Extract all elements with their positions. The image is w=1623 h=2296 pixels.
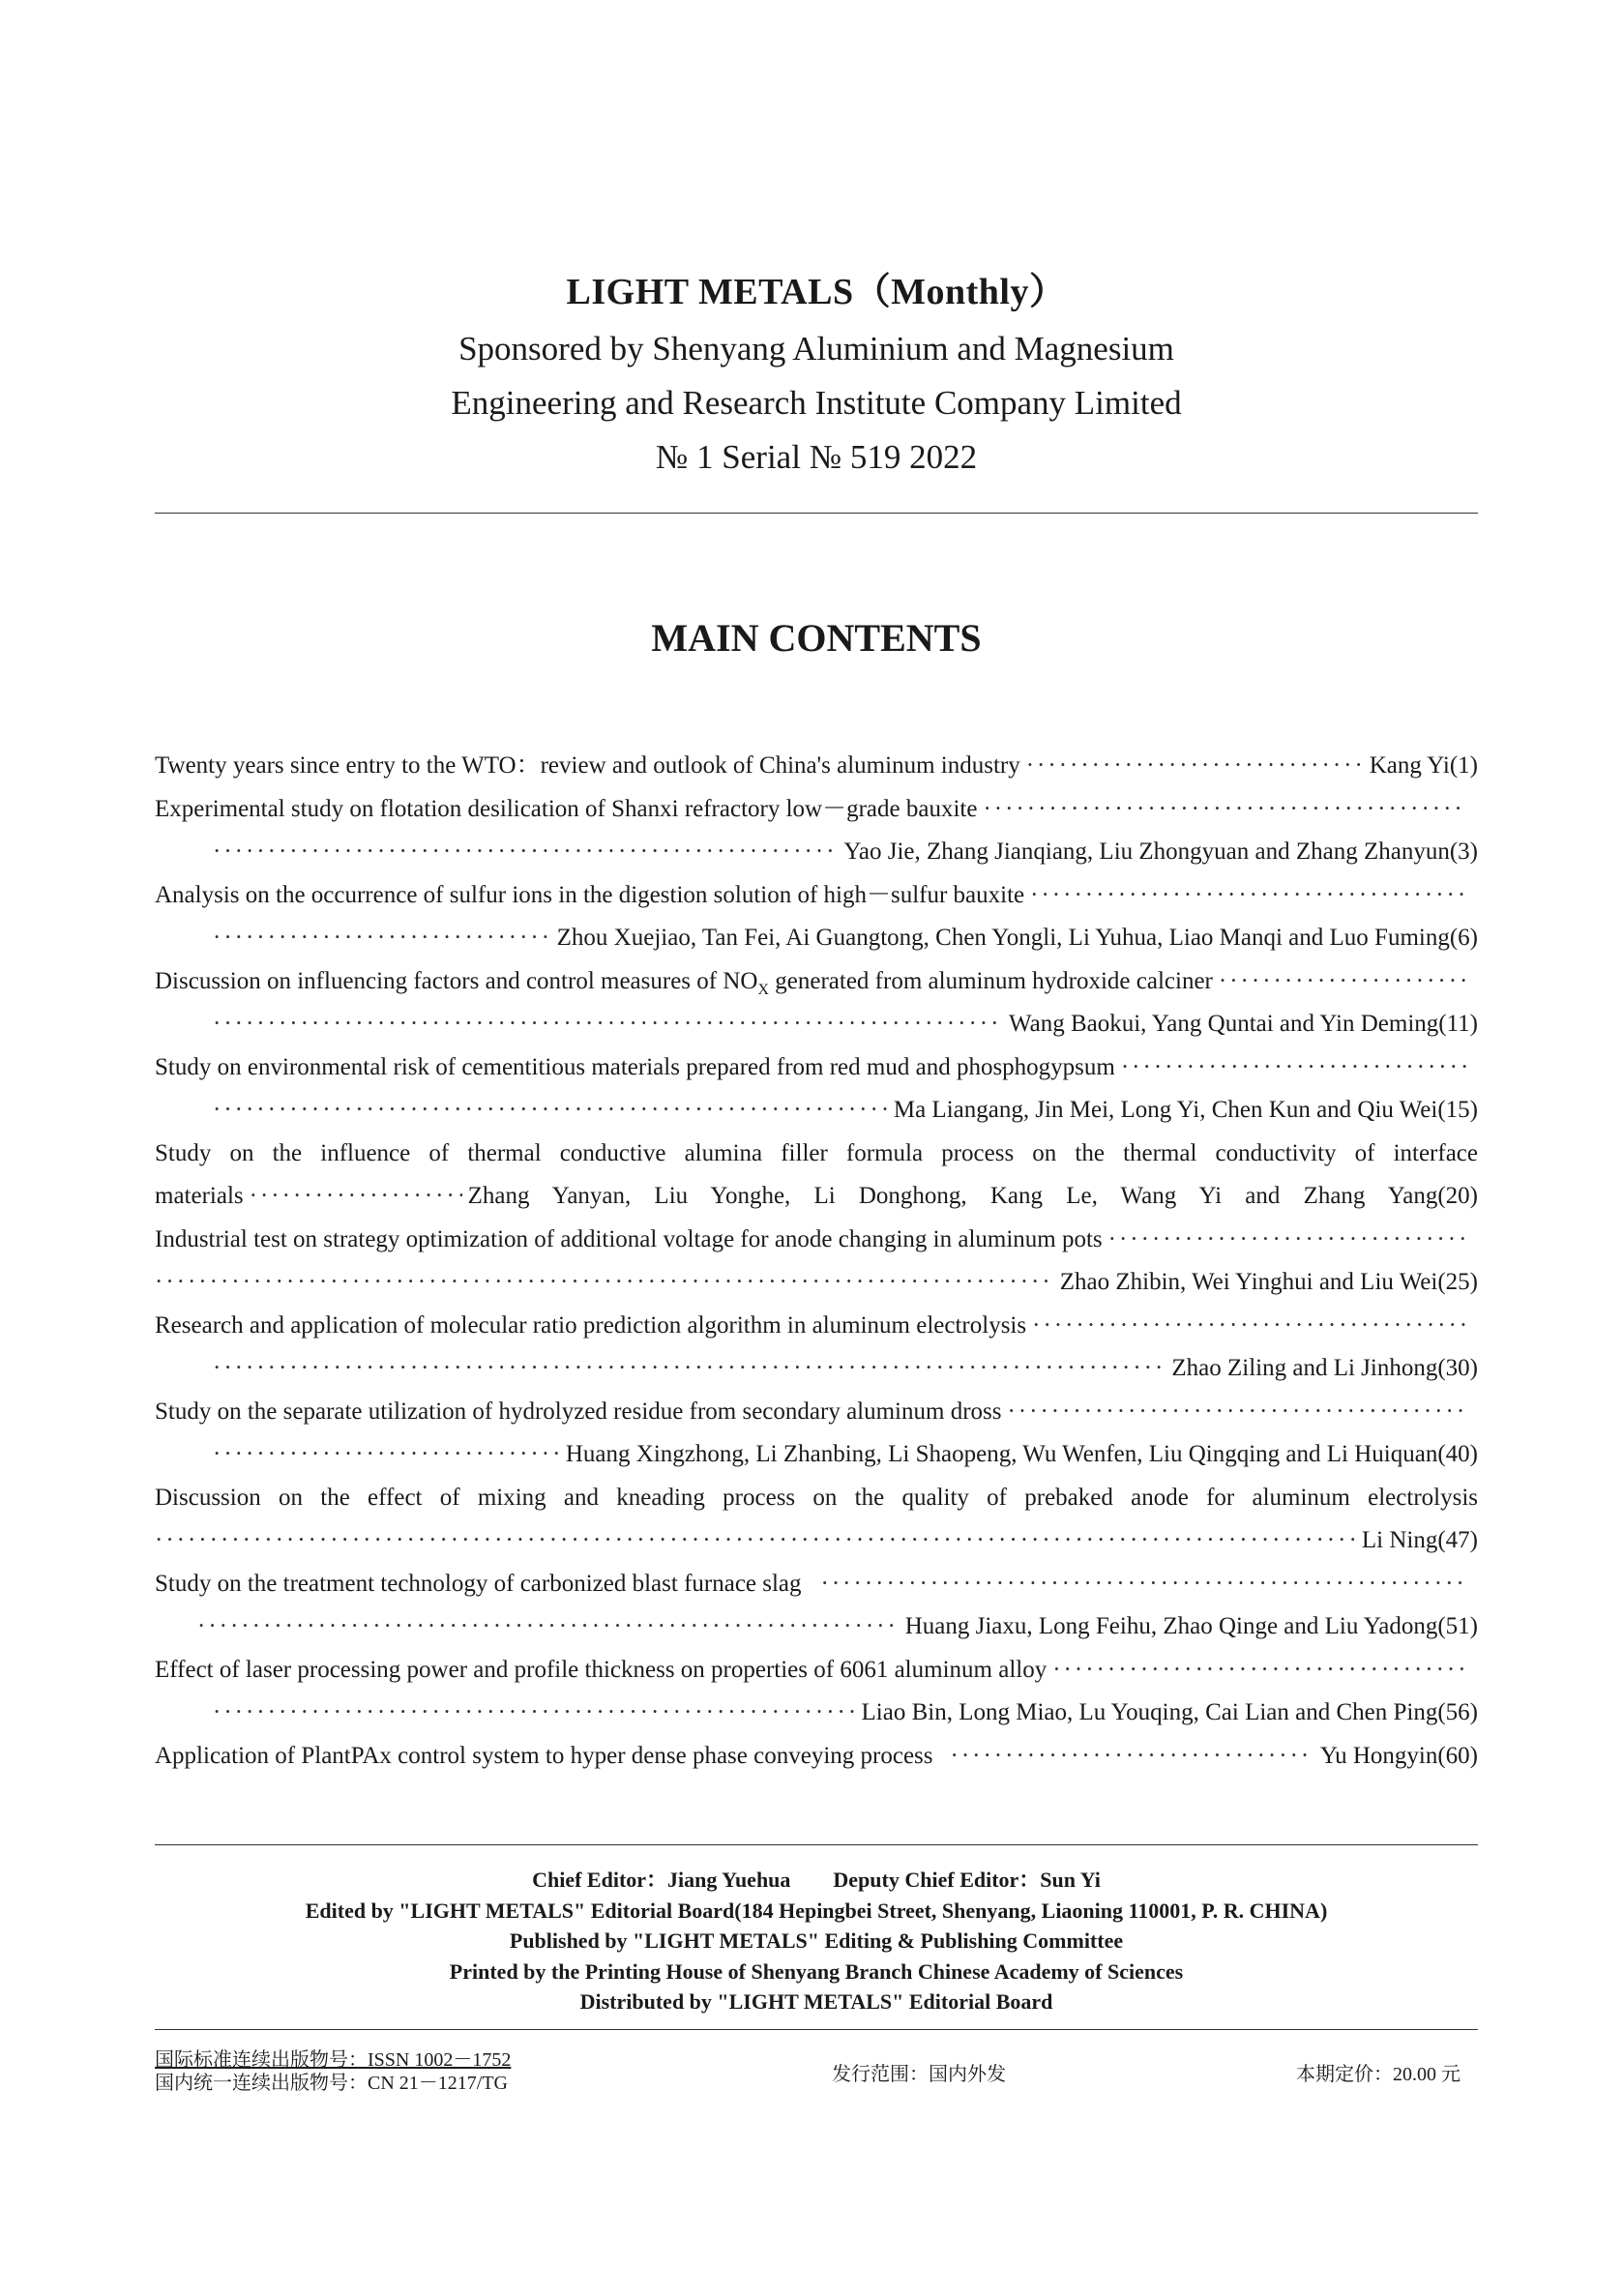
article-authors: Yao Jie, Zhang Jianqiang, Liu Zhongyuan and Zhang Zhanyun(3) (843, 839, 1478, 865)
toc-entry[interactable] (155, 1391, 1478, 1434)
toc-entry-cont (155, 1175, 1478, 1219)
issn-number: 国际标准连续出版物号：ISSN 1002－1752 (155, 2049, 512, 2071)
article-title: Study on environmental risk of cementitious materials prepared from red mud and phosphogypsum (155, 1053, 1115, 1080)
toc-entry[interactable] (155, 1649, 1478, 1693)
toc-entry-cont (155, 917, 1478, 960)
dot-leader (213, 1089, 888, 1133)
dot-leader (213, 1003, 1003, 1046)
edited-by-line: Edited by "LIGHT METALS" Editorial Board(184 Hepingbei Street, Shenyang, Liaoning 110001, P. R. CHINA) (305, 1898, 1328, 1923)
toc-entry-cont (155, 1692, 1478, 1735)
toc-entry[interactable] (155, 1305, 1478, 1348)
article-authors: Zhao Zhibin, Wei Yinghui and Liu Wei(25) (1059, 1269, 1478, 1295)
article-title: materials (155, 1183, 244, 1209)
dot-leader (983, 788, 1466, 832)
toc-entry-cont (155, 1433, 1478, 1477)
article-title: Twenty years since entry to the WTO：review and outlook of China's aluminum industry (155, 752, 1020, 779)
published-by-line: Published by "LIGHT METALS" Editing & Publishing Committee (509, 1928, 1124, 1953)
dot-leader (197, 1605, 900, 1649)
table-of-contents (155, 745, 1478, 1778)
article-authors: Ma Liangang, Jin Mei, Long Yi, Chen Kun and Qiu Wei(15) (893, 1097, 1478, 1123)
dot-leader (1007, 1391, 1466, 1434)
toc-entry-cont (155, 1519, 1478, 1563)
toc-entry[interactable] (155, 874, 1478, 918)
article-authors: Liao Bin, Long Miao, Lu Youqing, Cai Lian and Chen Ping(56) (861, 1699, 1478, 1725)
toc-entry-cont (155, 1089, 1478, 1133)
article-title: Research and application of molecular ratio prediction algorithm in aluminum electrolysis (155, 1311, 1027, 1339)
issue-price: 本期定价：20.00 元 (1296, 2064, 1461, 2085)
toc-entry[interactable] (155, 745, 1478, 788)
dot-leader (1026, 745, 1364, 788)
article-title: Discussion on the effect of mixing and kneading process on the quality of prebaked anode for aluminum electrolysis (155, 1484, 1478, 1511)
editorial-credits (155, 1865, 1478, 2017)
top-divider (155, 513, 1478, 514)
toc-entry[interactable] (155, 1563, 1478, 1606)
distributed-by-line: Distributed by "LIGHT METALS" Editorial Board (579, 1989, 1053, 2014)
dot-leader (1030, 874, 1466, 918)
dot-leader (1108, 1219, 1466, 1262)
footer-divider (155, 1844, 1478, 1845)
article-authors: Zhao Ziling and Li Jinhong(30) (1171, 1355, 1478, 1381)
editor-line: Chief Editor：Jiang Yuehua Deputy Chief Editor：Sun Yi (532, 1868, 1101, 1892)
article-title: Study on the separate utilization of hydrolyzed residue from secondary aluminum dross (155, 1398, 1002, 1425)
title-part: Discussion on influencing factors and control measures of NO (155, 967, 758, 994)
sponsor-line: Sponsored by Shenyang Aluminium and Magnesium (458, 330, 1174, 368)
sponsor-line: Engineering and Research Institute Company Limited (451, 384, 1182, 422)
article-title: Analysis on the occurrence of sulfur ions in the digestion solution of high－sulfur bauxite (155, 881, 1025, 908)
title-part: generated from aluminum hydroxide calciner (769, 967, 1213, 994)
masthead (155, 261, 1478, 485)
dot-leader (213, 1433, 560, 1477)
dot-leader (213, 1692, 856, 1735)
article-title: Study on the influence of thermal conductive alumina filler formula process on the thermal conductivity of interface (155, 1139, 1478, 1166)
issue-line: № 1 Serial № 519 2022 (655, 438, 978, 476)
article-authors: Kang Yi(1) (1369, 752, 1478, 779)
dot-leader (213, 831, 838, 874)
dot-leader (1219, 960, 1466, 1004)
dot-leader (155, 1519, 1356, 1563)
toc-entry[interactable] (155, 1046, 1478, 1090)
toc-entry[interactable] (155, 1477, 1478, 1520)
subscript: X (757, 981, 770, 998)
dot-leader (213, 917, 551, 960)
dot-leader (213, 1347, 1166, 1391)
dot-leader (1052, 1649, 1466, 1693)
toc-entry-cont (155, 1261, 1478, 1305)
toc-entry[interactable] (155, 1219, 1478, 1262)
toc-entry[interactable] (155, 1735, 1478, 1779)
article-authors: Zhou Xuejiao, Tan Fei, Ai Guangtong, Chen Yongli, Li Yuhua, Liao Manqi and Luo Fuming(6) (556, 925, 1478, 951)
article-title: Industrial test on strategy optimization of additional voltage for anode changing in aluminum pots (155, 1225, 1103, 1252)
printed-by-line: Printed by the Printing House of Shenyang Branch Chinese Academy of Sciences (449, 1958, 1184, 1984)
toc-entry-cont (155, 1003, 1478, 1046)
article-authors: Huang Jiaxu, Long Feihu, Zhao Qinge and Liu Yadong(51) (904, 1613, 1478, 1639)
contents-heading: MAIN CONTENTS (651, 616, 982, 660)
article-authors: Yu Hongyin(60) (1319, 1742, 1478, 1769)
bottom-divider (155, 2029, 1478, 2030)
article-title: Study on the treatment technology of carbonized blast furnace slag (155, 1570, 802, 1597)
dot-leader (155, 1261, 1054, 1305)
dot-leader (951, 1735, 1314, 1779)
article-authors: Zhang Yanyan, Liu Yonghe, Li Donghong, Kang Le, Wang Yi and Zhang Yang(20) (467, 1183, 1478, 1209)
toc-entry[interactable] (155, 788, 1478, 832)
dot-leader (1121, 1046, 1466, 1090)
toc-entry-cont (155, 1347, 1478, 1391)
article-authors: Li Ning(47) (1361, 1527, 1478, 1553)
article-title: Effect of laser processing power and profile thickness on properties of 6061 aluminum alloy (155, 1656, 1048, 1683)
cn-number: 国内统一连续出版物号：CN 21－1217/TG (155, 2073, 508, 2094)
article-title: Application of PlantPAx control system to hyper dense phase conveying process (155, 1742, 933, 1769)
dot-leader (821, 1563, 1466, 1606)
article-authors: Wang Baokui, Yang Quntai and Yin Deming(11) (1009, 1011, 1478, 1037)
toc-entry-cont (155, 831, 1478, 874)
dot-leader (1032, 1305, 1466, 1348)
article-authors: Huang Xingzhong, Li Zhanbing, Li Shaopeng, Wu Wenfen, Liu Qingqing and Li Huiquan(40) (565, 1441, 1478, 1467)
distribution-scope: 发行范围：国内外发 (832, 2064, 1006, 2085)
toc-entry[interactable] (155, 1133, 1478, 1176)
article-title: Experimental study on flotation desilication of Shanxi refractory low－grade bauxite (155, 795, 978, 822)
toc-entry-cont (155, 1605, 1478, 1649)
serial-numbers (155, 2048, 511, 2095)
dot-leader (250, 1175, 462, 1219)
toc-entry[interactable] (155, 960, 1478, 1004)
journal-title: LIGHT METALS（Monthly） (566, 272, 1067, 312)
